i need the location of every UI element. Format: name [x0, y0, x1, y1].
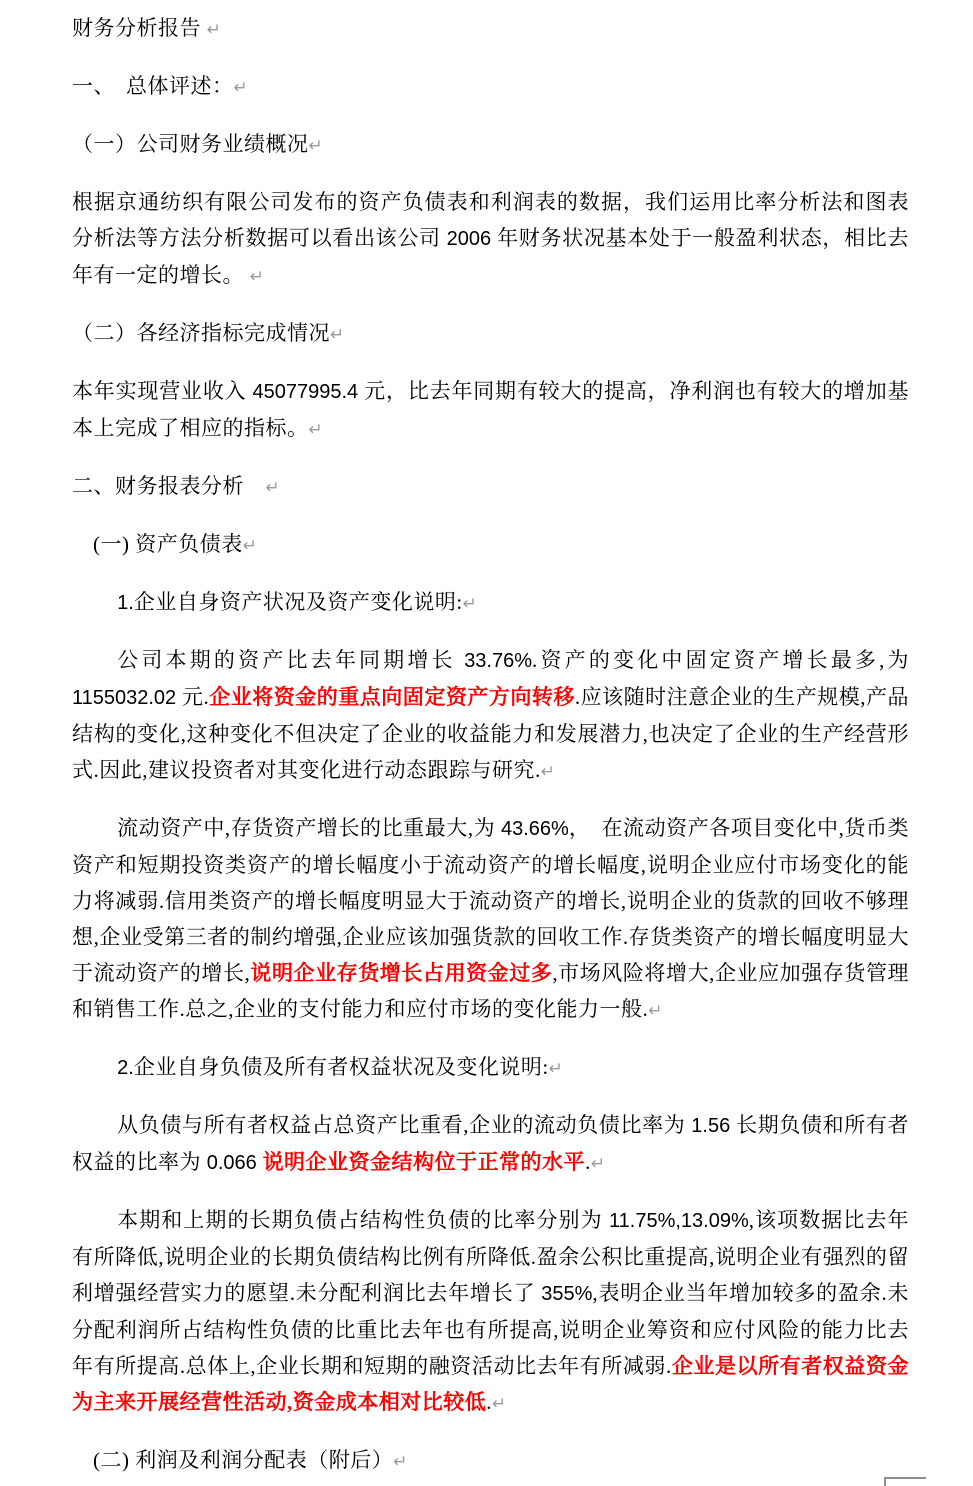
paragraph-mark: ↵: [233, 78, 248, 98]
highlighted-text-run: 说明企业资金结构位于正常的水平: [262, 1150, 586, 1174]
text-run: (二) 利润及利润分配表（附后）: [93, 1448, 394, 1472]
paragraph-mark: ↵: [492, 1394, 507, 1414]
highlighted-text-run: 企业是以所有者权益资金为主来开展经营性活动,资金成本相对比较低: [72, 1354, 910, 1414]
paragraph-current-assets: [72, 810, 909, 1029]
subsection-heading-profit-table: [72, 1442, 909, 1480]
numeric-text-run: 11.75%,13.09%: [609, 1210, 749, 1232]
paragraph-economic-indicators: [72, 373, 909, 448]
numeric-text-run: 43.66%: [500, 818, 569, 840]
text-run: .: [585, 1150, 591, 1174]
paragraph-mark: ↵: [308, 136, 323, 156]
text-run: 二、财务报表分析: [72, 474, 266, 498]
text-run: 元.: [176, 685, 210, 709]
paragraph-mark: ↵: [249, 267, 264, 287]
text-run: ， 在流动资产各项目变化中,货币类资产和短期投资类资产的增长幅度小于流动资产的增长幅度,说明企业应付市场变化的能力将减弱.信用类资产的增长幅度明显大于流动资产的增长,说明企业的货款的回收不够理想,企业受第三者的制约增强,企业应该加强货款的回收工作.存货类资产的增长幅度明显大于流动资产的增长,: [72, 816, 910, 985]
table-corner-fragment: [884, 1477, 926, 1486]
paragraph-mark: ↵: [393, 1452, 408, 1472]
text-run: (一) 资产负债表: [93, 532, 243, 556]
text-run: .: [486, 1390, 492, 1414]
section-heading-overall-review: [72, 68, 909, 106]
section-heading-statement-analysis: [72, 468, 909, 506]
text-run: 公司本期的资产比去年同期增长: [117, 648, 465, 672]
paragraph-mark: ↵: [548, 1059, 563, 1079]
paragraph-mark: ↵: [648, 1001, 663, 1021]
numeric-text-run: 1.56: [691, 1115, 731, 1137]
numeric-text-run: 1155032.02: [72, 687, 177, 709]
subsection-heading-economic-indicators: [72, 315, 909, 353]
paragraph-mark: ↵: [462, 594, 477, 614]
paragraph-mark: ↵: [206, 20, 221, 40]
text-run: 从负债与所有者权益占总资产比重看,企业的流动负债比率为: [117, 1113, 692, 1137]
paragraph-mark: ↵: [540, 762, 555, 782]
paragraph-asset-change: [72, 642, 909, 790]
text-run: ,该项数据比去年有所降低,说明企业的长期负债结构比例有所降低.盈余公积比重提高,说明企业有强烈的留利增强经营实力的愿望.未分配利润比去年增长了: [72, 1208, 910, 1305]
text-run: .应该随时注意企业的生产规模,产品结构的变化,这种变化不但决定了企业的收益能力和发展潜力,也决定了企业的生产经营形式.因此,建议投资者对其变化进行动态跟踪与研究.: [72, 685, 910, 782]
text-run: （二）各经济指标完成情况: [72, 321, 330, 345]
highlighted-text-run: 说明企业存货增长占用资金过多: [250, 961, 553, 985]
subsection-heading-performance-overview: [72, 126, 909, 164]
numeric-text-run: 33.76%: [464, 650, 533, 672]
paragraph-liability-ratio: [72, 1107, 909, 1182]
text-run: 本期和上期的长期负债占结构性负债的比率分别为: [117, 1208, 610, 1232]
paragraph-mark: ↵: [265, 478, 280, 498]
highlighted-text-run: 企业将资金的重点向固定资产方向转移: [209, 685, 575, 709]
text-run: （一）公司财务业绩概况: [72, 132, 309, 156]
text-run: 长期负债和所有者权益的比率为: [72, 1113, 910, 1174]
subsection-heading-balance-sheet: [72, 526, 909, 564]
text-run: .资产的变化中固定资产增长最多,为: [532, 648, 910, 672]
text-run: 流动资产中,存货资产增长的比重最大,为: [117, 816, 501, 840]
numeric-text-run: 355%: [541, 1283, 593, 1305]
text-run: ,市场风险将增大,企业应加强存货管理和销售工作.总之,企业的支付能力和应付市场的变化能力一般.: [72, 961, 910, 1021]
numeric-text-run: 45077995.4: [252, 381, 359, 403]
text-run: 一、 总体评述：: [72, 74, 234, 98]
document-body: [72, 10, 909, 1480]
paragraph-mark: ↵: [590, 1154, 606, 1174]
paragraph-performance-overview: [72, 184, 909, 295]
item-heading-liability-status: [72, 1049, 909, 1087]
document-title: [72, 10, 909, 48]
text-run: 年财务状况基本处于一般盈利状态，相比去年有一定的增长。: [72, 226, 909, 287]
item-heading-asset-status: [72, 584, 909, 622]
text-run: 本年实现营业收入: [72, 379, 253, 403]
numeric-text-run: 2006: [446, 228, 492, 250]
paragraph-mark: ↵: [330, 325, 345, 345]
paragraph-mark: ↵: [308, 420, 323, 440]
numeric-text-run: 0.066: [206, 1152, 257, 1174]
paragraph-longterm-debt: [72, 1202, 909, 1422]
text-run: 元，比去年同期有较大的提高，净利润也有较大的增加基本上完成了相应的指标。: [72, 379, 909, 440]
paragraph-mark: ↵: [242, 536, 257, 556]
text-run: 企业自身负债及所有者权益状况及变化说明:: [133, 1055, 549, 1079]
text-run: 企业自身资产状况及资产变化说明:: [133, 590, 463, 614]
text-run: ,表明企业当年增加较多的盈余.未分配利润所占结构性负债的比重比去年也有所提高,说明企业筹资和应付风险的能力比去年有所提高.总体上,企业长期和短期的融资活动比去年有所减弱.: [72, 1281, 910, 1378]
text-run: 财务分析报告: [72, 16, 207, 40]
text-run: 根据京通纺织有限公司发布的资产负债表和利润表的数据，我们运用比率分析法和图表分析法等方法分析数据可以看出该公司: [72, 190, 909, 250]
numeric-text-run: 1.: [117, 592, 134, 614]
numeric-text-run: 2.: [117, 1057, 134, 1079]
